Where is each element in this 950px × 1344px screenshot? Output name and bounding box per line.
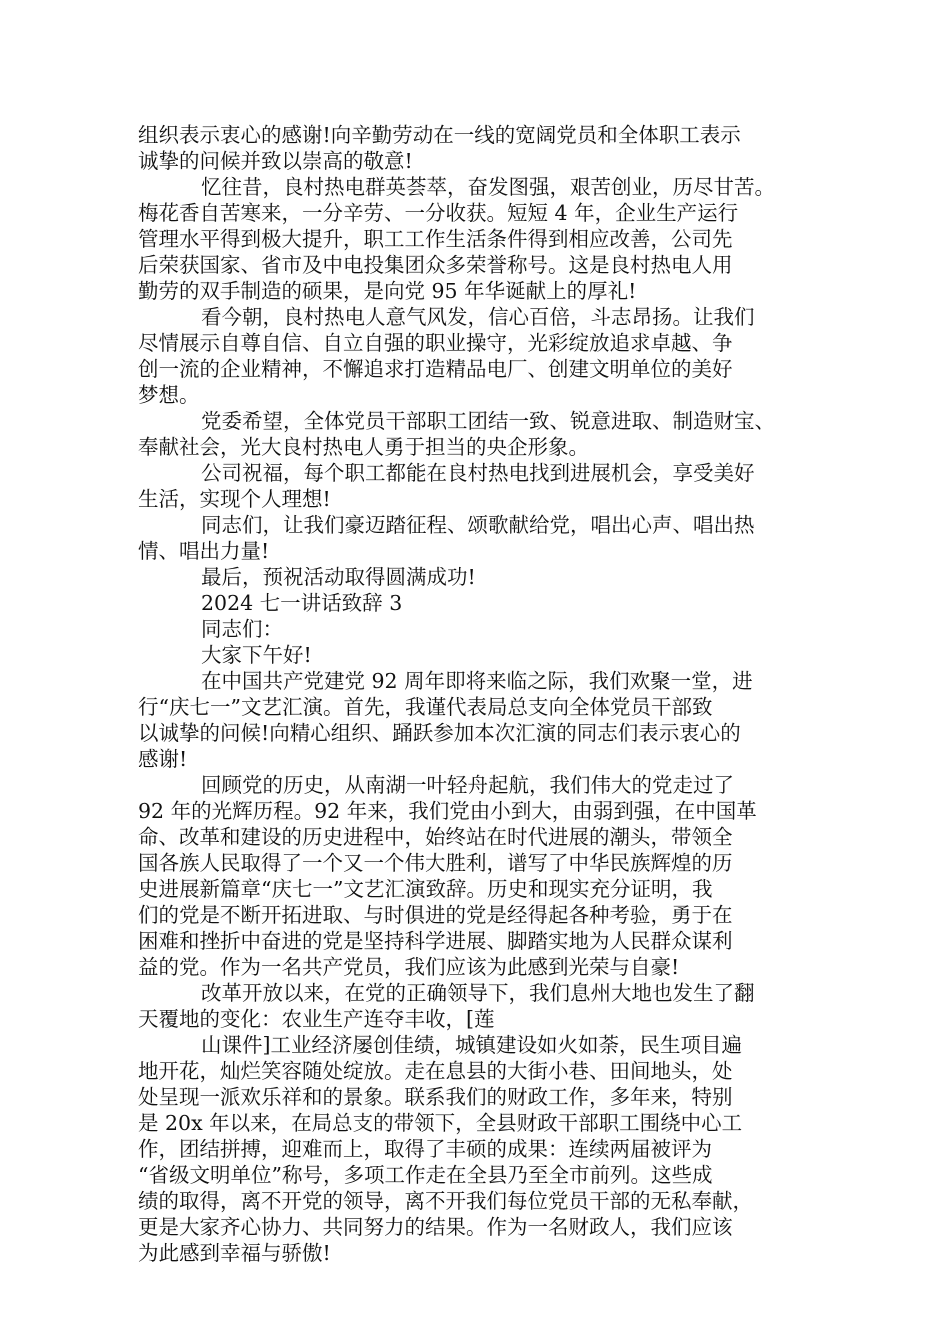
text-line: 后荣获国家、省市及中电投集团众多荣誉称号。这是良村热电人用 xyxy=(138,253,733,277)
text-line: 忆往昔，良村热电群英荟萃，奋发图强，艰苦创业，历尽甘苦。 xyxy=(201,175,775,199)
text-line: 更是大家齐心协力、共同努力的结果。作为一名财政人，我们应该 xyxy=(138,1215,733,1239)
text-line: 诚挚的问候并致以崇高的敬意! xyxy=(138,149,413,173)
text-line: 地开花，灿烂笑容随处绽放。走在息县的大街小巷、田间地头，处 xyxy=(138,1059,733,1083)
text-line: 回顾党的历史，从南湖一叶轻舟起航，我们伟大的党走过了 xyxy=(201,773,734,797)
text-line: 益的党。作为一名共产党员，我们应该为此感到光荣与自豪! xyxy=(138,955,680,979)
text-line: 92 年的光辉历程。92 年来，我们党由小到大，由弱到强，在中国革 xyxy=(138,799,757,823)
text-line: 作，团结拼搏，迎难而上，取得了丰硕的成果：连续两届被评为 xyxy=(138,1137,712,1161)
text-line: 党委希望，全体党员干部职工团结一致、锐意进取、制造财宝、 xyxy=(201,409,775,433)
text-line: 命、改革和建设的历史进程中，始终站在时代进展的潮头，带领全 xyxy=(138,825,733,849)
text-line: 们的党是不断开拓进取、与时俱进的党是经得起各种考验，勇于在 xyxy=(138,903,733,927)
text-line: 情、唱出力量! xyxy=(138,539,270,563)
text-line: 处呈现一派欢乐祥和的景象。联系我们的财政工作，多年来，特别 xyxy=(138,1085,733,1109)
text-line: 创一流的企业精神，不懈追求打造精品电厂、创建文明单位的美好 xyxy=(138,357,733,381)
text-line: 看今朝，良村热电人意气风发，信心百倍，斗志昂扬。让我们 xyxy=(201,305,755,329)
text-line: 梅花香自苦寒来，一分辛劳、一分收获。短短 4 年，企业生产运行 xyxy=(138,201,739,225)
text-line: 以诚挚的问候!向精心组织、踊跃参加本次汇演的同志们表示衷心的 xyxy=(138,721,741,745)
text-line: 同志们： xyxy=(201,617,283,641)
text-line: 在中国共产党建党 92 周年即将来临之际，我们欢聚一堂，进 xyxy=(201,669,753,693)
text-line: 梦想。 xyxy=(138,383,200,407)
text-line: 改革开放以来，在党的正确领导下，我们息州大地也发生了翻 xyxy=(201,981,755,1005)
text-line: 为此感到幸福与骄傲! xyxy=(138,1241,331,1265)
text-line: 最后，预祝活动取得圆满成功! xyxy=(201,565,476,589)
text-line: 2024 七一讲话致辞 3 xyxy=(201,591,403,615)
text-line: 是 20x 年以来，在局总支的带领下，全县财政干部职工围绕中心工 xyxy=(138,1111,743,1135)
text-line: 天覆地的变化：农业生产连夺丰收，[莲 xyxy=(138,1007,495,1031)
text-line: 管理水平得到极大提升，职工工作生活条件得到相应改善，公司先 xyxy=(138,227,733,251)
text-line: 组织表示衷心的感谢!向辛勤劳动在一线的宽阔党员和全体职工表示 xyxy=(138,123,741,147)
text-line: 困难和挫折中奋进的党是坚持科学进展、脚踏实地为人民群众谋利 xyxy=(138,929,733,953)
text-line: 国各族人民取得了一个又一个伟大胜利，谱写了中华民族辉煌的历 xyxy=(138,851,733,875)
text-line: 大家下午好! xyxy=(201,643,312,667)
text-line: 奉献社会，光大良村热电人勇于担当的央企形象。 xyxy=(138,435,589,459)
text-line: 感谢! xyxy=(138,747,188,771)
text-line: 绩的取得，离不开党的领导，离不开我们每位党员干部的无私奉献， xyxy=(138,1189,753,1213)
text-line: 同志们，让我们豪迈踏征程、颂歌献给党，唱出心声、唱出热 xyxy=(201,513,755,537)
text-line: 公司祝福，每个职工都能在良村热电找到进展机会，享受美好 xyxy=(201,461,755,485)
document-body xyxy=(138,122,828,1266)
text-line: 行“庆七一”文艺汇演。首先，我谨代表局总支向全体党员干部致 xyxy=(138,695,713,719)
text-line: 山课件]工业经济屡创佳绩，城镇建设如火如荼，民生项目遍 xyxy=(201,1033,742,1057)
text-line: “省级文明单位”称号，多项工作走在全县乃至全市前列。这些成 xyxy=(138,1163,713,1187)
text-line: 生活，实现个人理想! xyxy=(138,487,331,511)
text-line: 勤劳的双手制造的硕果，是向党 95 年华诞献上的厚礼! xyxy=(138,279,637,303)
text-line: 尽情展示自尊自信、自立自强的职业操守，光彩绽放追求卓越、争 xyxy=(138,331,733,355)
text-line: 史进展新篇章“庆七一”文艺汇演致辞。历史和现实充分证明，我 xyxy=(138,877,713,901)
